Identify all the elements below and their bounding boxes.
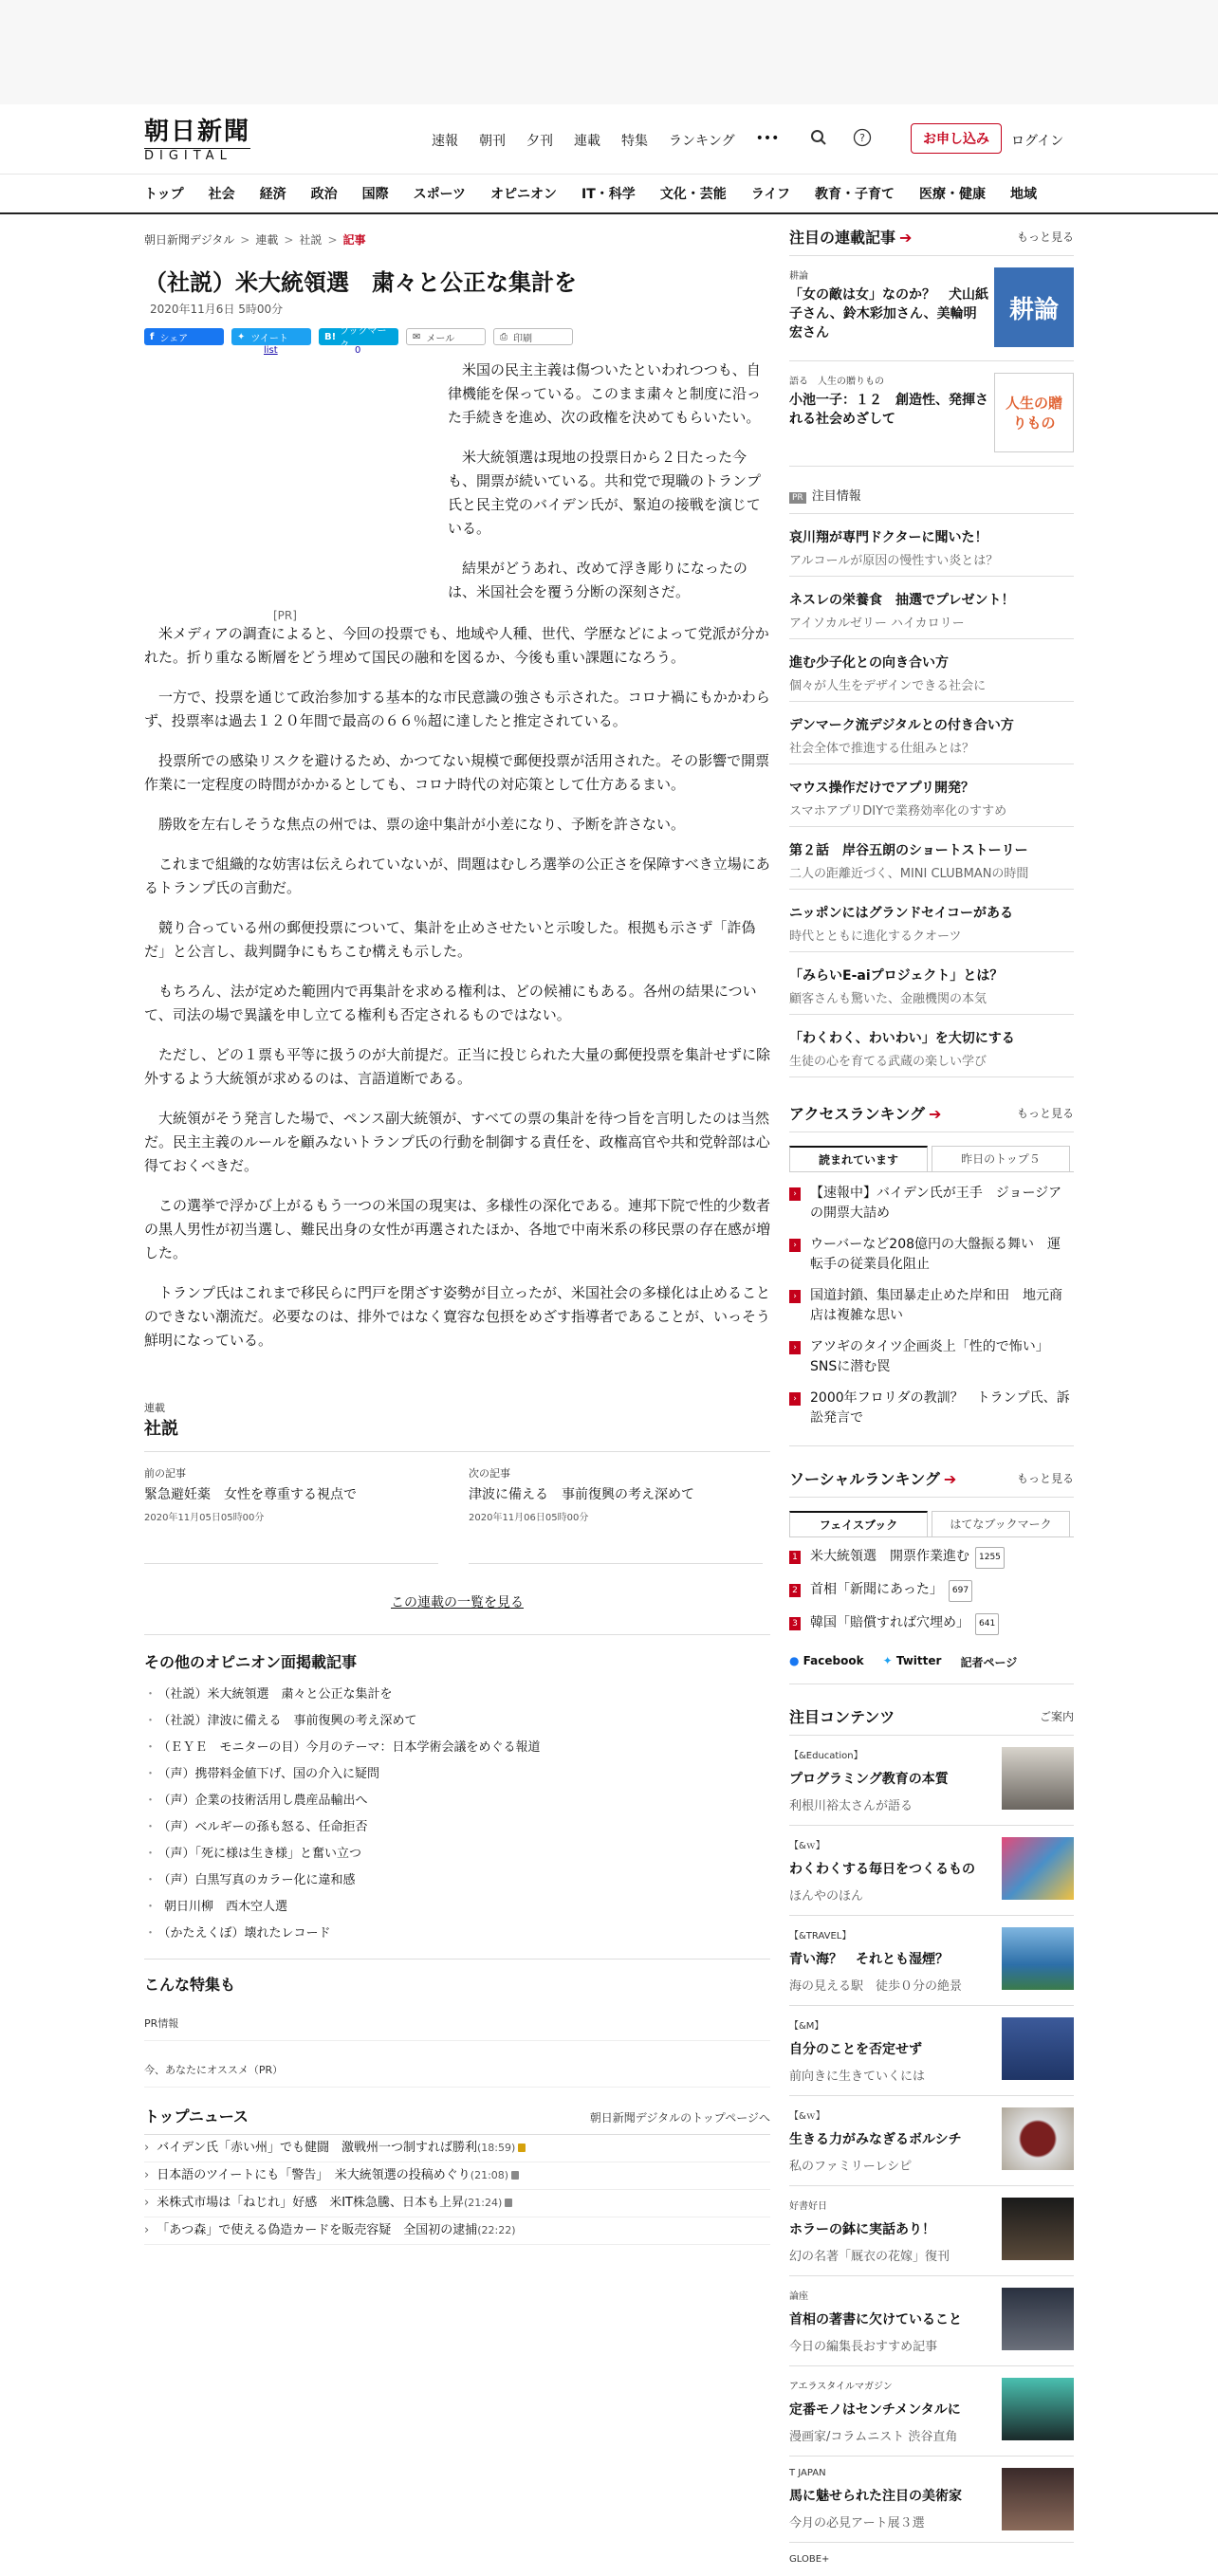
sidebar	[789, 226, 1074, 2576]
print-button[interactable]: ⎙ 印刷	[493, 328, 573, 345]
twitter-link[interactable]: ✦ Twitter	[882, 1654, 942, 1667]
paragraph: もちろん、法が定めた範囲内で再集計を求める権利は、どの候補にもある。各州の結果について、司法の場で異議を申し立てる権利も否定されるものではない。	[144, 983, 757, 1023]
contents-heading: 注目コンテンツ	[789, 1708, 895, 1726]
cat-life[interactable]: ライフ	[750, 187, 790, 202]
contents-header	[789, 1705, 1074, 1736]
twitter-share-button[interactable]: ✦ ツイート	[231, 328, 311, 345]
pr-item[interactable]: 第２話 岸谷五朗のショートストーリー 二人の距離近づく、MINI CLUBMANの時間	[789, 827, 1074, 890]
paragraph: これまで組織的な妨害は伝えられていないが、問題はむしろ選挙の公正さを保障すべき立場にあるトランプ氏の言動だ。	[144, 856, 770, 896]
ranking-item[interactable]: 1 米大統領選 開票作業進む 1255	[789, 1541, 1074, 1574]
content-thumbnail	[1002, 2378, 1074, 2440]
content-thumbnail	[1002, 2198, 1074, 2260]
pr-tag: PR	[789, 492, 806, 504]
lock-icon	[518, 2144, 526, 2152]
paragraph: 米大統領選は現地の投票日から２日たった今も、開票が続いている。共和党で現職のトランプ氏と民主党のバイデン氏が、緊迫の接戦を演じている。	[448, 449, 762, 537]
search-icon[interactable]	[806, 125, 831, 150]
mail-button[interactable]: ✉ メール	[406, 328, 486, 345]
ranking-item[interactable]: 3 韓国「賠償すれば穴埋め」 641	[789, 1608, 1074, 1641]
series-label: 連載	[144, 1402, 165, 1414]
social-ranking-more[interactable]: もっと見る	[1016, 1472, 1074, 1485]
ranking-bullet-icon	[789, 1392, 801, 1406]
featured-series-header	[789, 226, 1074, 256]
cat-economy[interactable]: 経済	[259, 187, 286, 202]
list-item[interactable]: ・ （声）企業の技術活用し農産品輸出へ	[144, 1788, 770, 1814]
access-ranking-more[interactable]: もっと見る	[1016, 1107, 1074, 1120]
logo-line1: 朝日新聞	[144, 118, 251, 146]
paragraph: ただし、どの１票も平等に扱うのが大前提だ。正当に投じられた大量の郵便投票を集計せずに除外するよう大統領が求めるのは、言語道断である。	[144, 1046, 771, 1087]
contents-guide-link[interactable]: ご案内	[1039, 1710, 1074, 1723]
subscribe-button[interactable]: お申し込み	[911, 123, 1002, 154]
recommend-row[interactable]: 今、あなたにオススメ（PR）	[144, 2041, 770, 2088]
social-ranking-header: ソーシャルランキング ➔ もっと見る	[789, 1467, 1074, 1498]
paragraph: 投票所での感染リスクを避けるため、かつてない規模で郵便投票が活用された。その影響で開票作業に一定程度の時間がかかるとしても、コロナ時代の対応策として仕方あるまい。	[144, 752, 770, 793]
cat-region[interactable]: 地域	[1009, 187, 1037, 202]
paragraph: 米国の民主主義は傷ついたといわれつつも、自律機能を保っている。このまま粛々と制度に沿った手続きを進め、次の政権を決めてもらいたい。	[448, 361, 762, 426]
pr-item[interactable]: 「わくわく、わいわい」を大切にする 生徒の心を育てる武蔵の楽しい学び	[789, 1015, 1074, 1077]
arrow-right-icon: ➔	[899, 229, 913, 247]
series-box	[144, 1400, 770, 1635]
cat-opinion[interactable]: オピニオン	[490, 187, 558, 202]
content-thumbnail	[1002, 2288, 1074, 2350]
nav-choukan[interactable]: 朝刊	[479, 134, 506, 149]
nav-tokushu[interactable]: 特集	[621, 134, 648, 149]
featured-series-heading: 注目の連載記事	[789, 229, 896, 247]
content-item[interactable]: 好書好日 ホラーの鉢に実話あり！ 幻の名著「厩衣の花嫁」復刊	[789, 2186, 1074, 2276]
paragraph: 一方で、投票を通じて政治参加する基本的な市民意識の強さも示された。コロナ禍にもかかわらず、投票率は過去１２０年間で最高の６６％超に達したと推定されている。	[144, 689, 770, 729]
ranking-bullet-icon	[789, 1239, 801, 1252]
series-thumbnail: 耕論	[994, 267, 1074, 347]
list-item[interactable]: ・ （声）携帯料金値下げ、国の介入に疑問	[144, 1761, 770, 1788]
other-opinion-heading: その他のオピニオン面掲載記事	[144, 1653, 358, 1671]
facebook-icon: ●	[789, 1654, 800, 1667]
ranking-item[interactable]: › アツギのタイツ企画炎上「性的で怖い」 SNSに潜む罠	[789, 1332, 1074, 1383]
prev-article[interactable]: 前の記事 緊急避妊薬 女性を尊重する視点で 2020年11月05日05時00分	[144, 1465, 438, 1564]
social-ranking-tabs	[789, 1511, 1074, 1537]
social-footer-links	[789, 1654, 1074, 1684]
list-item[interactable]: › 日本語のツイートにも「警告」 米大統領選の投稿めぐり(21:08)	[144, 2162, 770, 2190]
pr-label: [PR]	[273, 609, 297, 622]
cat-international[interactable]: 国際	[361, 187, 389, 202]
access-ranking-header: アクセスランキング ➔ もっと見る	[789, 1102, 1074, 1132]
content-item[interactable]: 【&TRAVEL】 青い海？ それとも湿煙？ 海の見える駅 徒歩０分の絶景	[789, 1916, 1074, 2006]
paragraph: 米メディアの調査によると、今回の投票でも、地域や人種、世代、学歴などによって党派が分かれた。折り重なる断層をどう埋めて国民の融和を図るか、今後も重い課題になろう。	[144, 625, 769, 666]
breadcrumb: 朝日新聞デジタル > 連載 > 社説 > 記事	[144, 233, 366, 247]
list-item[interactable]: ・ （社説）津波に備える 事前復興の考え深めて	[144, 1708, 770, 1735]
ranking-item[interactable]: › ウーバーなど208億円の大盤振る舞い 運転手の従業員化阻止	[789, 1229, 1074, 1280]
breadcrumb-rensai[interactable]: 連載	[255, 233, 279, 247]
nav-ranking[interactable]: ランキング	[669, 134, 735, 149]
lock-icon	[505, 2199, 512, 2207]
next-article[interactable]: 次の記事 津波に備える 事前復興の考え深めて 2020年11月06日05時00分	[469, 1465, 763, 1564]
pr-item[interactable]: 哀川翔が専門ドクターに聞いた！ アルコールが原因の慢性すい炎とは？	[789, 514, 1074, 577]
breadcrumb-home[interactable]: 朝日新聞デジタル	[144, 233, 235, 247]
paragraph: 競り合っている州の郵便投票について、集計を止めさせたいと示唆した。根拠も示さず「詐偽だ」と公言し、裁判闘争にもちこむ構えも示した。	[144, 919, 756, 960]
list-item[interactable]: › バイデン氏「赤い州」でも健闘 激戦州一つ制すれば勝利(18:59)	[144, 2135, 770, 2162]
content-thumbnail	[1002, 1747, 1074, 1810]
help-icon[interactable]	[850, 125, 875, 150]
facebook-share-button[interactable]: f シェア	[144, 328, 224, 345]
paragraph: この選挙で浮かび上がるもう一つの米国の現実は、多様性の深化である。連邦下院で性的少数者の黒人男性が初当選し、難民出身の女性が再選されたほか、各地で中南米系の移民票の存在感が増した。	[144, 1197, 771, 1261]
paragraph: トランプ氏はこれまで移民らに門戸を閉ざす姿勢が目立ったが、米国社会の多様化は止めることのできない潮流だ。必要なのは、排外ではなく寛容な包摂をめざす指導者であることが、いっそう鮮明になっている。	[144, 1284, 771, 1349]
pr-item[interactable]: 「みらいE-aiプロジェクト」とは？ 顧客さんも驚いた、金融機関の本気	[789, 952, 1074, 1015]
site-logo[interactable]	[144, 118, 250, 164]
content-thumbnail	[1002, 2468, 1074, 2530]
series-thumbnail: 人生の贈りもの	[994, 373, 1074, 452]
header-nav	[432, 131, 779, 150]
series-list-link[interactable]: この連載の一覧を見る	[144, 1592, 770, 1635]
nav-rensai[interactable]: 連載	[574, 134, 600, 149]
list-item[interactable]: ・ （声）白黒写真のカラー化に違和感	[144, 1868, 770, 1894]
site-header	[0, 104, 1218, 175]
tab-facebook[interactable]: フェイスブック	[789, 1511, 928, 1536]
content-item[interactable]: アエラスタイルマガジン 定番モノはセンチメンタルに 漫画家/コラムニスト 渋谷直角	[789, 2366, 1074, 2456]
ranking-item[interactable]: › 【速報中】バイデン氏が王手 ジョージアの開票大詰め	[789, 1178, 1074, 1229]
nav-yukan[interactable]: 夕刊	[526, 134, 553, 149]
content-thumbnail	[1002, 1837, 1074, 1900]
pr-info-row[interactable]: PR情報	[144, 1995, 770, 2041]
tab-most-read[interactable]: 読まれています	[789, 1146, 928, 1171]
cat-top[interactable]: トップ	[144, 187, 184, 202]
svg-text:?: ?	[859, 132, 865, 144]
cat-society[interactable]: 社会	[208, 187, 235, 202]
featured-series-item[interactable]: 耕論 「女の敵は女」なのか？ 犬山紙子さん、鈴木彩加さん、美輪明宏さん 耕論	[789, 256, 1074, 361]
prev-next-articles	[144, 1465, 770, 1564]
contents-list	[789, 1736, 1074, 2576]
list-item[interactable]: ・ （声）「死に様は生き様」と奮い立つ	[144, 1841, 770, 1868]
list-item[interactable]: ・ （ＥＹＥ モニターの目）今月のテーマ：日本学術会議をめぐる報道	[144, 1735, 770, 1761]
print-icon: ⎙	[500, 331, 508, 342]
cat-it-science[interactable]: IT・科学	[581, 187, 636, 202]
features-heading: こんな特集も	[144, 1976, 236, 1994]
top-news-heading: トップニュース	[144, 2107, 249, 2125]
content-item[interactable]: 【&ｗ】 生きる力がみなぎるボルシチ 私のファミリーレシピ	[789, 2096, 1074, 2186]
main-column	[144, 226, 770, 2245]
paragraph: 大統領がそう発言した場で、ペンス副大統領が、すべての票の集計を待つ旨を言明したのは当然だ。民主主義のルールを顧みないトランプ氏の行動を制御する責任を、政権高官や共和党幹部は心得ておくべきだ。	[144, 1110, 770, 1174]
features-section	[144, 1959, 770, 2088]
top-news-list	[144, 2135, 770, 2245]
top-news-header	[144, 2105, 770, 2135]
facebook-icon: f	[150, 331, 155, 342]
article-date: 2020年11月6日 5時00分	[150, 303, 284, 316]
content-item[interactable]: 【&M】 自分のことを否定せず 前向きに生きていくには	[789, 2006, 1074, 2096]
tweet-count[interactable]: list	[264, 345, 278, 356]
list-item[interactable]: ・ （かたえくぼ）壊れたレコード	[144, 1921, 770, 1947]
content-item[interactable]: GLOBE+	[789, 2554, 830, 2565]
content-thumbnail	[1002, 2017, 1074, 2080]
cat-politics[interactable]: 政治	[310, 187, 338, 202]
list-item[interactable]: ・ （社説）米大統領選 粛々と公正な集計を	[144, 1682, 770, 1708]
share-count-badge: 697	[949, 1580, 972, 1602]
content-thumbnail	[1002, 2107, 1074, 2170]
ranking-item[interactable]: › 2000年フロリダの教訓？ トランプ氏、訴訟発言で	[789, 1383, 1074, 1434]
social-ranking-list	[789, 1537, 1074, 1641]
pr-item[interactable]: マウス操作だけでアプリ開発？ スマホアプリDIYで業務効率化のすすめ	[789, 764, 1074, 827]
nav-sokuhou[interactable]: 速報	[432, 134, 458, 149]
category-nav	[0, 175, 1218, 214]
list-item[interactable]: ・ 朝日川柳 西木空人選	[144, 1894, 770, 1921]
content-item[interactable]: 論座 首相の著書に欠けていること 今日の編集長おすすめ記事	[789, 2276, 1074, 2366]
content-item[interactable]: 【&ｗ】 わくわくする毎日をつくるもの ほんやのほん	[789, 1826, 1074, 1916]
share-count-badge: 1255	[975, 1547, 1005, 1569]
pr-ad-slot[interactable]	[144, 368, 433, 622]
pr-list	[789, 513, 1074, 1077]
article-body	[144, 359, 770, 1352]
share-count-badge: 641	[975, 1613, 999, 1635]
login-link[interactable]: ログイン	[1011, 134, 1064, 149]
pr-item[interactable]: デンマーク流デジタルとの付き合い方 社会全体で推進する仕組みとは？	[789, 702, 1074, 764]
breadcrumb-current: 記事	[342, 233, 366, 247]
list-item[interactable]: › 米株式市場は「ねじれ」好感 米IT株急騰、日本も上昇(21:24)	[144, 2190, 770, 2217]
content-item[interactable]: 【&Education】 プログラミング教育の本質 利根川裕太さんが語る	[789, 1736, 1074, 1826]
mail-icon: ✉	[413, 331, 421, 342]
arrow-right-icon: ➔	[943, 1470, 957, 1488]
ranking-bullet-icon	[789, 1341, 801, 1354]
other-opinion-list	[144, 1682, 770, 1947]
cat-sports[interactable]: スポーツ	[413, 187, 467, 202]
article-title: （社説）米大統領選 粛々と公正な集計を	[144, 268, 577, 296]
content-thumbnail	[1002, 1927, 1074, 1990]
featured-series-more[interactable]: もっと見る	[1016, 230, 1074, 244]
access-ranking-tabs	[789, 1146, 1074, 1172]
pr-heading: PR 注目情報	[789, 486, 1074, 513]
ranking-bullet-icon	[789, 1290, 801, 1303]
ranking-bullet-icon	[789, 1187, 801, 1201]
header-icons	[806, 125, 894, 150]
pr-item[interactable]: 進む少子化との向き合い方 個々が人生をデザインできる社会に	[789, 639, 1074, 702]
twitter-icon: ✦	[237, 331, 246, 342]
hatena-icon: B!	[324, 331, 337, 342]
list-item[interactable]: ・ （声）ベルギーの孫も怒る、任命拒否	[144, 1814, 770, 1841]
lock-icon	[511, 2171, 519, 2180]
facebook-link[interactable]: ● Facebook	[789, 1654, 864, 1667]
pr-item[interactable]: ネスレの栄養食 抽選でプレゼント！ アイソカルゼリー ハイカロリー	[789, 577, 1074, 639]
hatena-bookmark-button[interactable]: B! ブックマーク	[319, 328, 398, 345]
nav-more-icon[interactable]: •••	[755, 131, 780, 146]
reporter-page-link[interactable]: 記者ページ	[960, 1656, 1018, 1669]
cat-education[interactable]: 教育・子育て	[814, 187, 895, 202]
cat-health[interactable]: 医療・健康	[918, 187, 986, 202]
tab-yesterday-top5[interactable]: 昨日のトップ５	[932, 1146, 1070, 1171]
featured-series-item[interactable]: 語る 人生の贈りもの 小池一子：１２ 創造性、発揮される社会めざして 人生の贈りもの	[789, 361, 1074, 467]
series-title[interactable]: 社説	[144, 1415, 770, 1452]
arrow-right-icon: ➔	[929, 1105, 942, 1123]
ranking-item[interactable]: › 国道封鎖、集団暴走止めた岸和田 地元商店は複雑な思い	[789, 1280, 1074, 1332]
top-ad-band	[0, 0, 1218, 104]
tab-hatena[interactable]: はてなブックマーク	[932, 1511, 1070, 1536]
bookmark-count[interactable]: 0	[355, 345, 361, 356]
breadcrumb-shasetsu[interactable]: 社説	[299, 233, 323, 247]
cat-culture[interactable]: 文化・芸能	[659, 187, 727, 202]
list-item[interactable]: › 「あつ森」で使える偽造カードを販売容疑 全国初の逮捕(22:22)	[144, 2217, 770, 2245]
share-counts	[144, 345, 770, 359]
pr-item[interactable]: ニッポンにはグランドセイコーがある 時代とともに進化するクオーツ	[789, 890, 1074, 952]
top-news-more-link[interactable]: 朝日新聞デジタルのトップページへ	[589, 2111, 770, 2125]
paragraph: 結果がどうあれ、改めて浮き彫りになったのは、米国社会を覆う分断の深刻さだ。	[448, 560, 747, 600]
twitter-icon: ✦	[882, 1654, 893, 1667]
paragraph: 勝敗を左右しそうな焦点の州では、票の途中集計が小差になり、予断を許さない。	[158, 816, 686, 833]
ranking-item[interactable]: 2 首相「新聞にあった」 697	[789, 1574, 1074, 1608]
logo-line2: DIGITAL	[144, 148, 250, 164]
access-ranking-list	[789, 1172, 1074, 1446]
content-item[interactable]: T JAPAN 馬に魅せられた注目の美術家 今月の必見アート展３選	[789, 2456, 1074, 2543]
